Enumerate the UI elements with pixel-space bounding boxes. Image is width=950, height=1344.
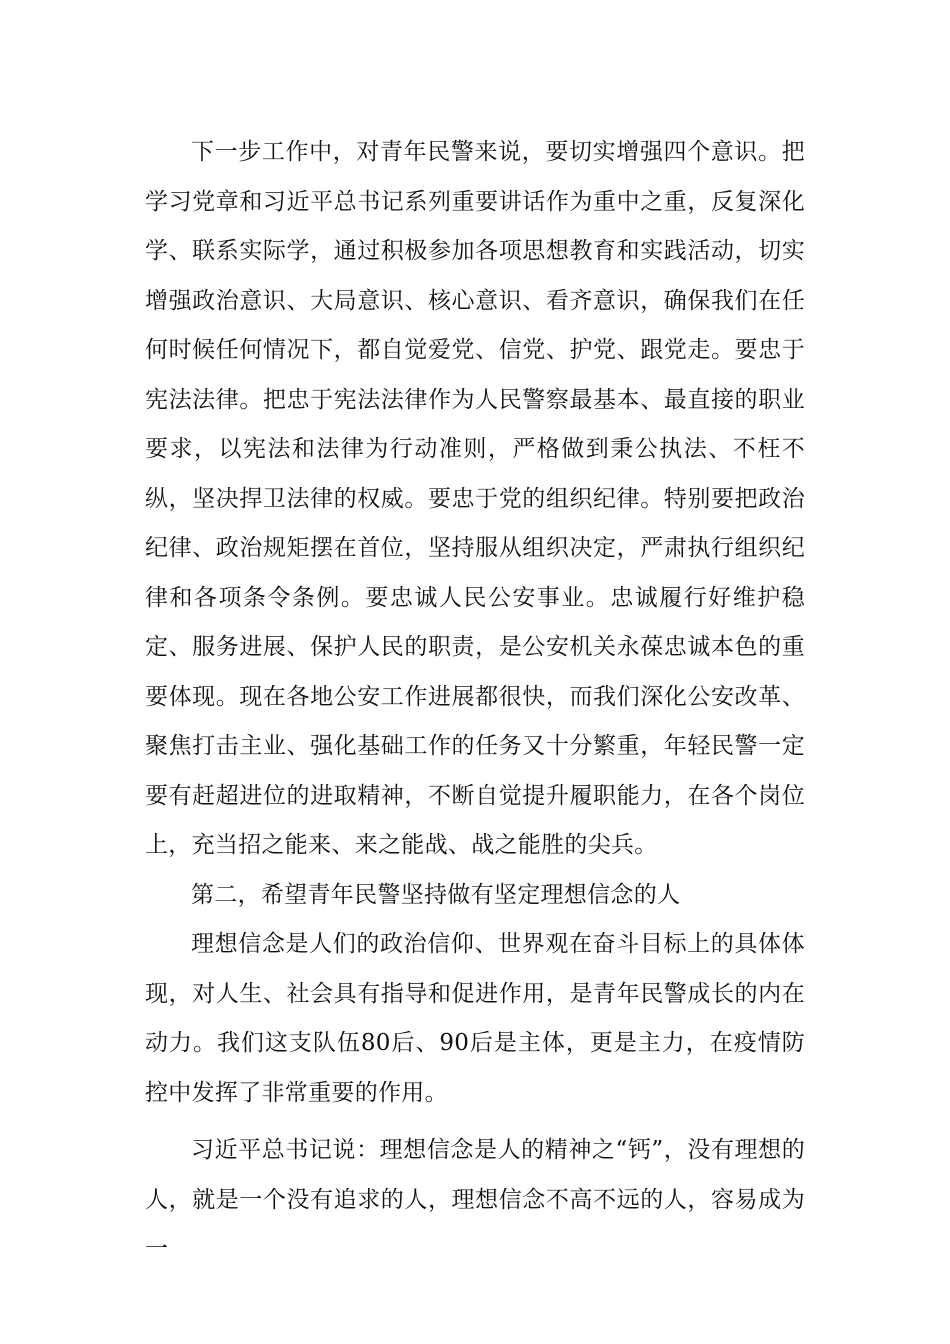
paragraph-ideals-beliefs: 理想信念是人们的政治信仰、世界观在奋斗目标上的具体体现，对人生、社会具有指导和促进作用，是青年民警成长的内在动力。我们这支队伍80后、90后是主体，更是主力，在疫情防控中发挥了非常重要的作用。 [145, 931, 805, 1106]
paragraph-section-heading: 第二，希望青年民警坚持做有坚定理想信念的人 [191, 881, 681, 908]
paragraph-quote: 习近平总书记说：理想信念是人的精神之“钙”，没有理想的人，就是一个没有追求的人，理想信念不高不远的人，容易成为一 [145, 1137, 805, 1262]
paragraph-four-consciousness: 下一步工作中，对青年民警来说，要切实增强四个意识。把学习党章和习近平总书记系列重要讲话作为重中之重，反复深化学、联系实际学，通过积极参加各项思想教育和实践活动，切实增强政治意识、大局意识、核心意识、看齐意识，确保我们在任何时候任何情况下，都自觉爱党、信党、护党、跟党走。要忠于宪法法律。把忠于宪法法律作为人民警察最基本、最直接的职业要求，以宪法和法律为行动准则，严格做到秉公执法、不枉不纵，坚决捍卫法律的权威。要忠于党的组织纪律。特别要把政治纪律、政治规矩摆在首位，坚持服从组织决定，严肃执行组织纪律和各项条令条例。要忠诚人民公安事业。忠诚履行好维护稳定、服务进展、保护人民的职责，是公安机关永葆忠诚本色的重要体现。现在各地公安工作进展都很快，而我们深化公安改革、聚焦打击主业、强化基础工作的任务又十分繁重，年轻民警一定要有赶超进位的进取精神，不断自觉提升履职能力，在各个岗位上，充当招之能来、来之能战、战之能胜的尖兵。 [145, 139, 805, 858]
document-body [145, 128, 805, 1275]
